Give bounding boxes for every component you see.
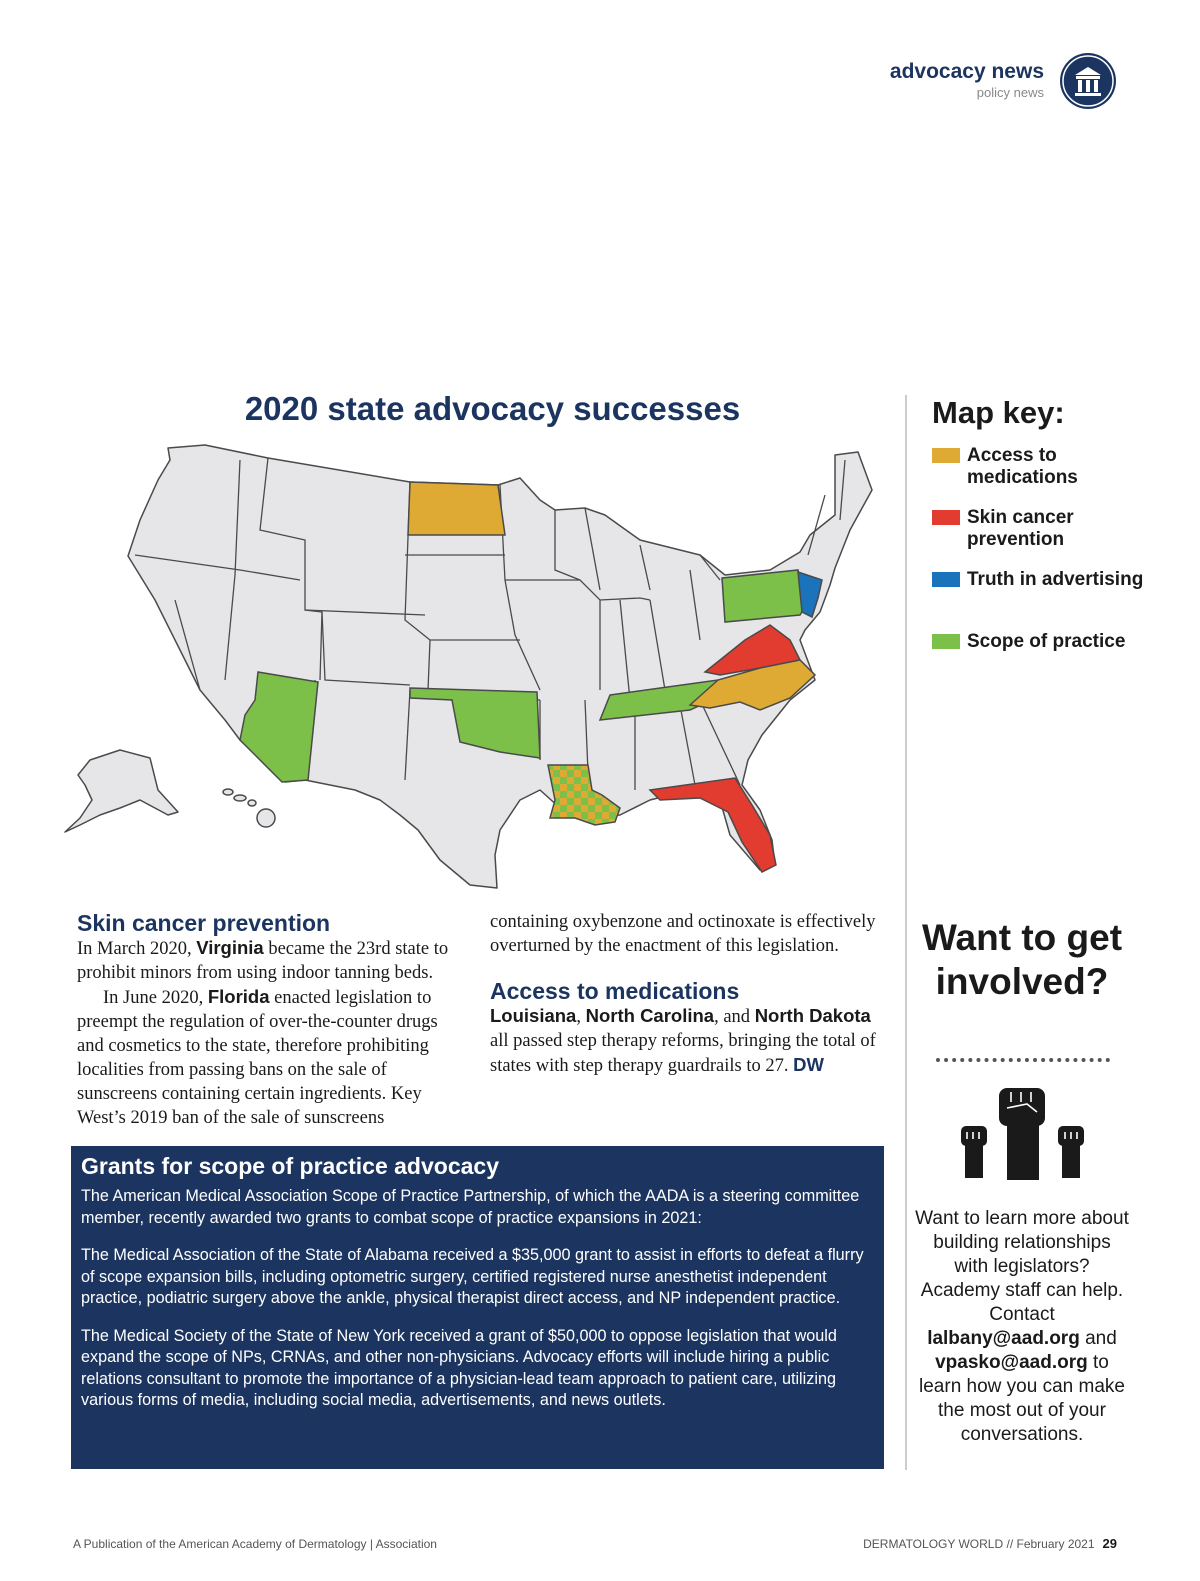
skin-swatch [932, 510, 960, 525]
text-run: , [576, 1007, 586, 1027]
grants-paragraph-3: The Medical Society of the State of New York received a grant of $50,000 to oppose legislation that would expand the scope of NPs, CRNAs, and other non-physicians. Advocacy efforts will include hiring a public relations consultant to promote the importance of a physician-lead team approach to patient care, utilizing various forms of media, including social media, advertisements, and news outlets. [81, 1326, 837, 1409]
column-divider [905, 395, 907, 1470]
access-heading: Access to medications [490, 978, 740, 1004]
page-number: 29 [1102, 1536, 1117, 1551]
grants-heading: Grants for scope of practice advocacy [81, 1153, 499, 1179]
access-swatch [932, 448, 960, 463]
grants-paragraph-2: The Medical Association of the State of Alabama received a $35,000 grant to assist in efforts to defeat a flurry of scope expansion bills, including optometric surgery, certified registered nurse anesthetist independent practice, podiatric surgery above the ankle, physical therapist direct access, and NP independent practice. [81, 1246, 864, 1307]
section-title: advocacy news [889, 60, 1044, 83]
footer-issue-text: DERMATOLOGY WORLD // February 2021 [863, 1537, 1095, 1551]
email-link-vpasko[interactable]: vpasko@aad.org [935, 1352, 1088, 1373]
map-key-title: Map key: [932, 395, 1065, 430]
state-north-dakota [408, 482, 505, 535]
state-name: Virginia [196, 937, 264, 958]
state-name: North Dakota [754, 1005, 871, 1026]
skin-cancer-continuation: containing oxybenzone and octinoxate is effectively overturned by the enactment of this legislation. [490, 912, 876, 956]
byline: DW [793, 1054, 824, 1075]
section-subtitle: policy news [976, 85, 1044, 100]
state-name: Louisiana [490, 1005, 577, 1026]
text-run: became the 23rd state to prohibit minors from using indoor tanning beds. [77, 939, 449, 983]
skin-cancer-heading: Skin cancer prevention [77, 910, 331, 936]
map-key-label: Truth in advertising [967, 569, 1144, 590]
text-run: all passed step therapy reforms, bringing the total of states with step therapy guardrails to 27. [490, 1031, 876, 1076]
access-paragraph [490, 1004, 880, 1078]
map-key-label: Skin cancer prevention [967, 507, 1074, 550]
text-run: In March 2020, [77, 939, 197, 959]
map-key-label: Scope of practice [967, 631, 1126, 652]
skin-cancer-paragraph-1 [77, 936, 464, 985]
skin-cancer-paragraph-2 [77, 985, 464, 1130]
dotted-divider [936, 1058, 1110, 1062]
text-run: to learn how you can make the most out of your conversations. [919, 1352, 1125, 1445]
footer-publication: A Publication of the American Academy of Dermatology | Association [73, 1537, 437, 1551]
text-run: enacted legislation to preempt the regulation of over-the-counter drugs and cosmetics to the state, therefore prohibiting localities from passing bans on the sale of sunscreens containing certain ingredients. Key West’s 2019 ban of the sale of sunscreens [77, 988, 438, 1128]
column-two [490, 910, 880, 1078]
state-name: North Carolina [585, 1005, 715, 1026]
text-run: and [1079, 1328, 1117, 1349]
map-key-label: Access to medications [967, 445, 1078, 488]
section-header [890, 60, 1044, 102]
grants-box [71, 1146, 884, 1469]
building-columns-icon [1060, 53, 1116, 109]
grants-paragraph-1: The American Medical Association Scope of Practice Partnership, of which the AADA is a steering committee member, recently awarded two grants to combat scope of practice expansions in 2021: [81, 1187, 860, 1227]
truth-swatch [932, 572, 960, 587]
state-alaska [65, 750, 178, 832]
us-map [60, 440, 900, 895]
text-run: , and [714, 1007, 755, 1027]
text-run: In June 2020, [103, 988, 208, 1008]
scope-swatch [932, 634, 960, 649]
raised-fists-icon [955, 1082, 1090, 1182]
email-link-lalbany[interactable]: lalbany@aad.org [927, 1328, 1080, 1349]
state-florida [650, 778, 776, 872]
map-title: 2020 state advocacy successes [244, 390, 741, 427]
get-involved-text [914, 1207, 1130, 1447]
state-pennsylvania [722, 570, 806, 622]
get-involved-title: Want to get involved? [921, 917, 1123, 1002]
text-run: Want to learn more about building relationships with legislators? Academy staff can help. Contact [915, 1208, 1129, 1325]
state-name: Florida [207, 986, 270, 1007]
skin-cancer-article [77, 910, 464, 1130]
footer-issue [863, 1536, 1117, 1551]
state-hawaii [223, 789, 275, 827]
